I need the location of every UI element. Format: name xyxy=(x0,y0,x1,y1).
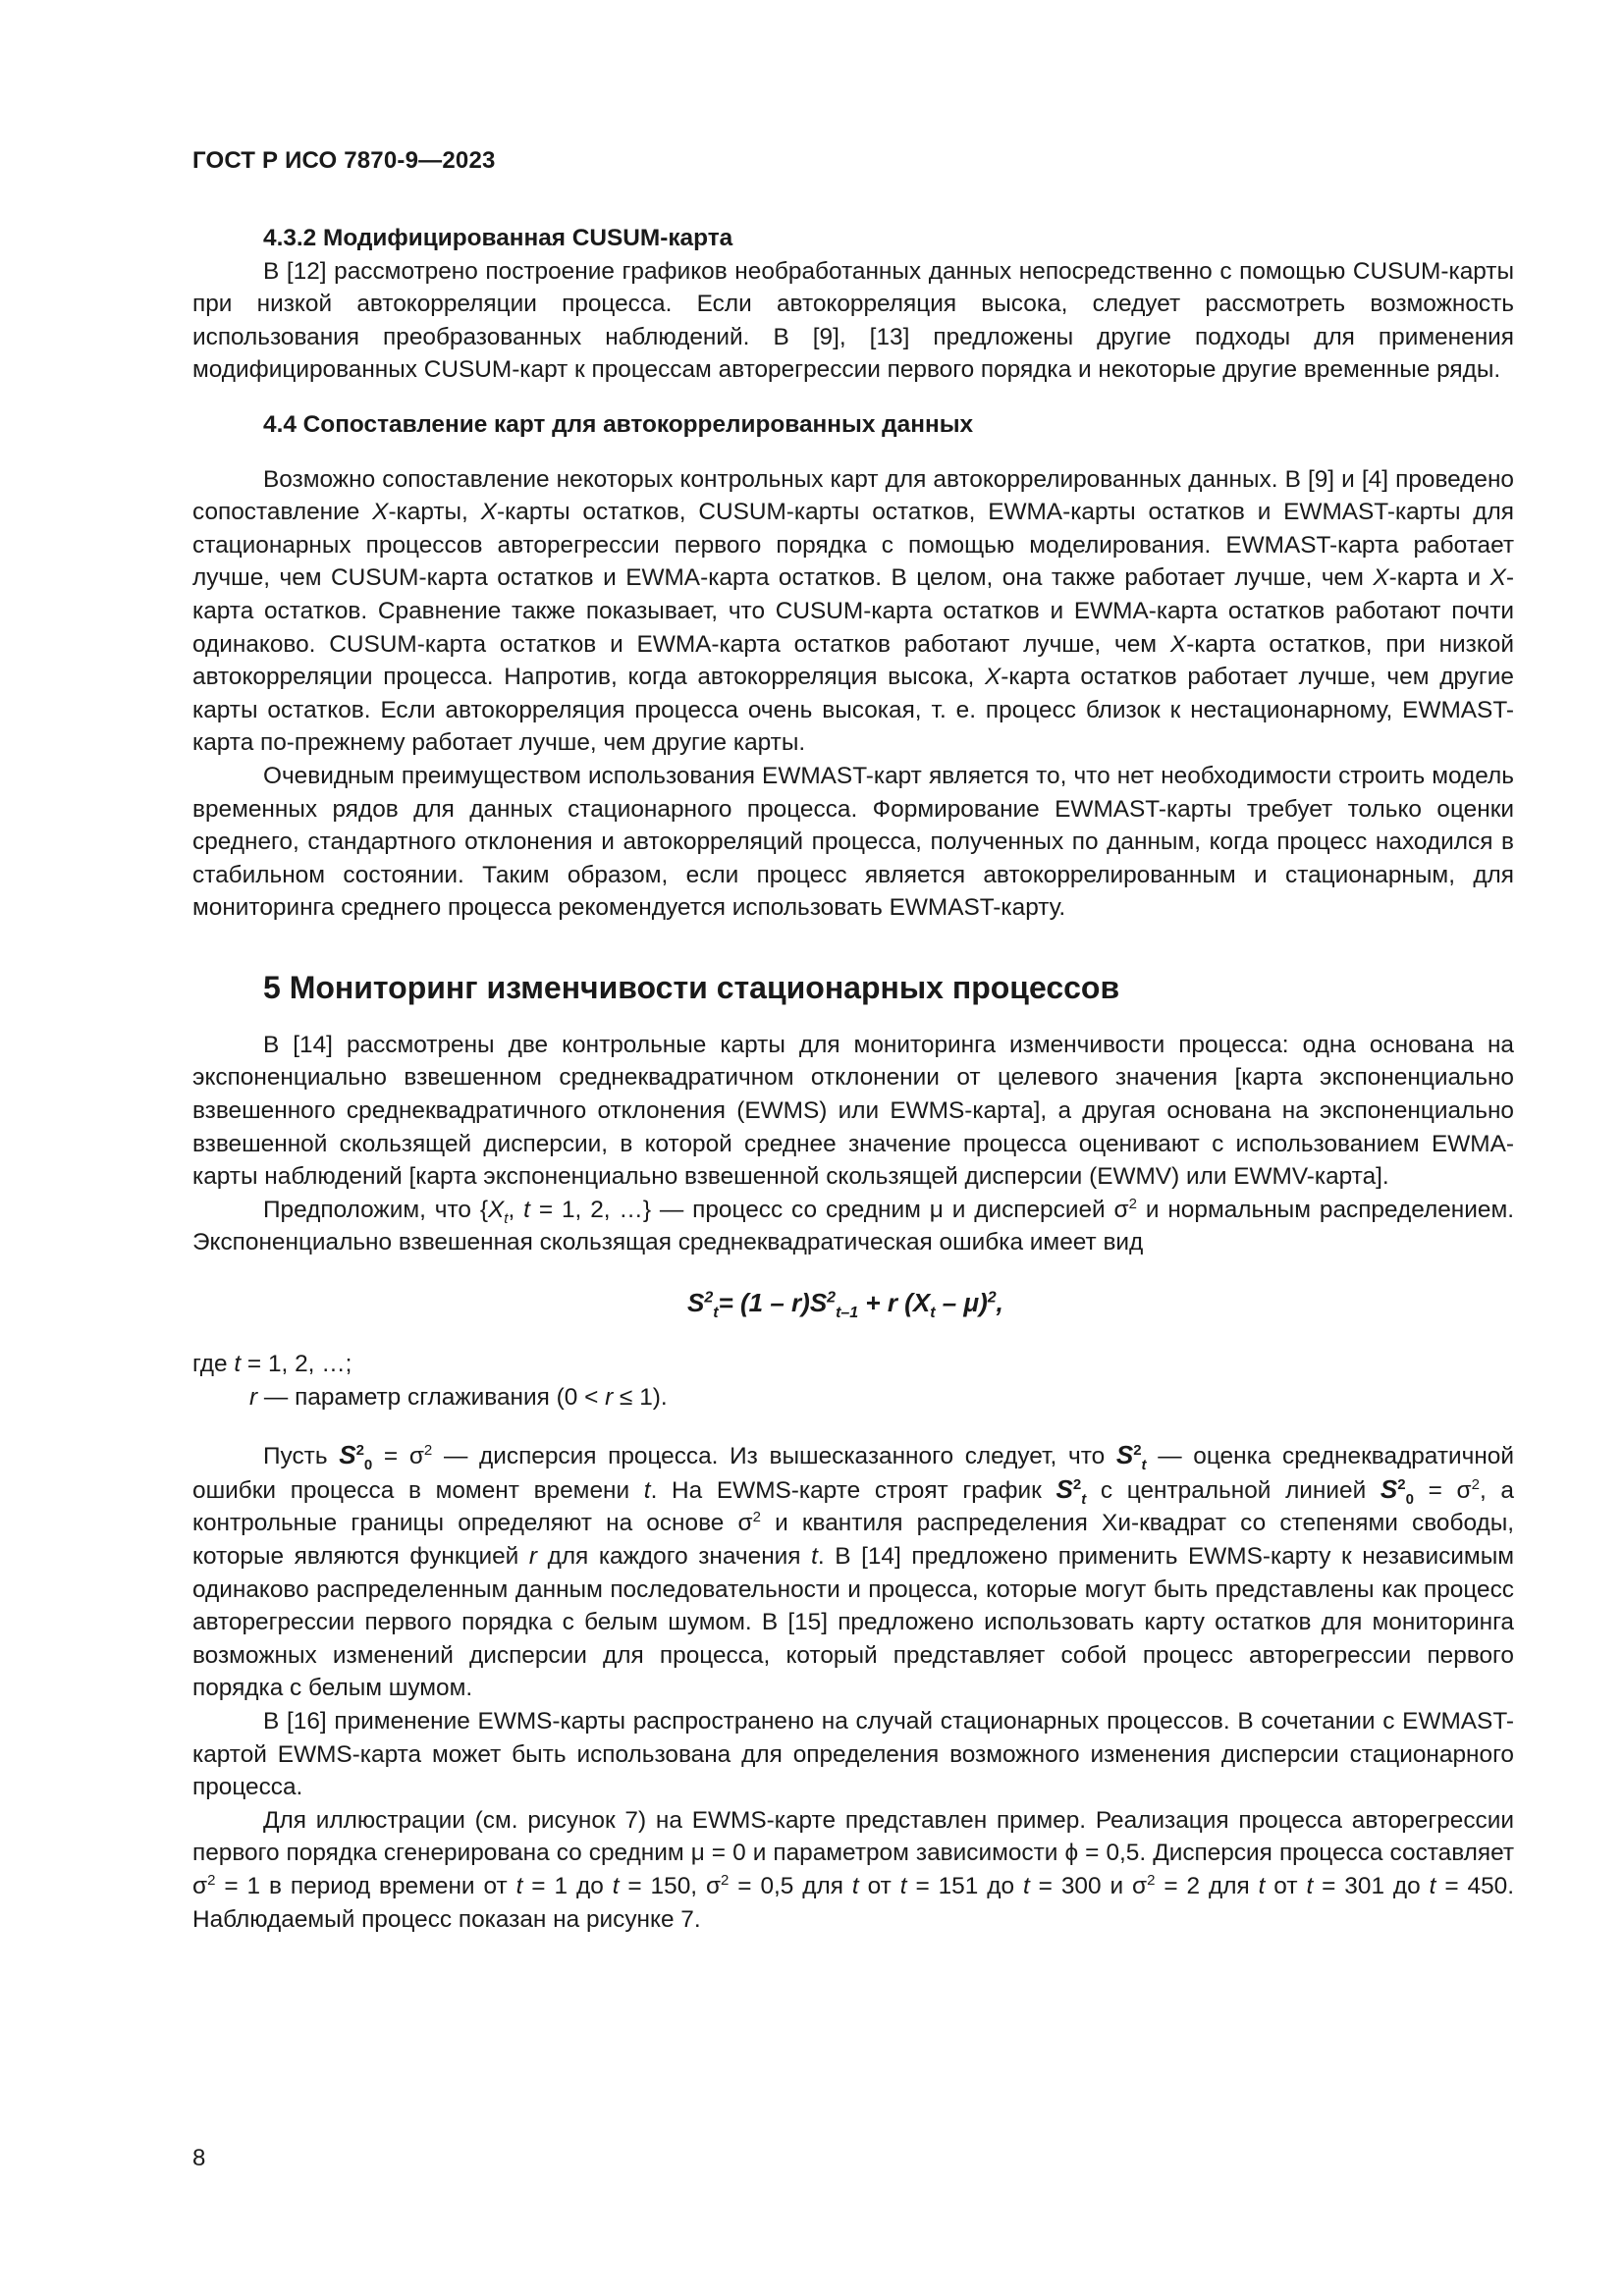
paragraph: В [14] рассмотрены две контрольные карты для мониторинга изменчивости процесса: одна основана на экспоненциально взвешенном среднеквадратичном отклонении от целевого значения [карта экспоненциально взвешенного среднеквадратичного отклонения (EWMS) или EWMS-карта], а другая основана на экспоненциально взвешенной скользящей дисперсии, в которой среднее значение процесса оценивают с использованием EWMA-карты наблюдений [карта экспоненциально взвешенной скользящей дисперсии (EWMV) или EWMV-карта]. xyxy=(192,1031,1514,1191)
paragraph: Возможно сопоставление некоторых контрольных карт для автокоррелированных данных. В [9] и [4] проведено сопоставление X-карты, X-карты остатков, CUSUM-карты остатков, EWMA-карты остатков и EWMAST-карты для стационарных процессов авторегрессии первого порядка с помощью моделирования. EWMAST-карта работает лучше, чем CUSUM-карта остатков и EWMA-карта остатков. В целом, она также работает лучше, чем X-карта и X-карта остатков. Сравнение также показывает, что CUSUM-карта остатков и EWMA-карта остатков работают почти одинаково. CUSUM-карта остатков и EWMA-карта остатков работают лучше, чем X-карта остатков, при низкой автокорреляции процесса. Напротив, когда автокорреляция высока, X-карта остатков работает лучше, чем другие карты остатков. Если автокорреляция процесса очень высокая, т. е. процесс близок к нестационарному, EWMAST-карта по-прежнему работает лучше, чем другие карты. xyxy=(192,465,1514,757)
document-header: ГОСТ Р ИСО 7870-9—2023 xyxy=(192,147,496,174)
paragraph: В [12] рассмотрено построение графиков необработанных данных непосредственно с помощью CUSUM-карты при низкой автокорреляции процесса. Если автокорреляция высока, следует рассмотреть возможность использования преобразованных наблюдений. В [9], [13] предложены другие подходы для применения модифицированных CUSUM-карт к процессам авторегрессии первого порядка и некоторые другие временные ряды. xyxy=(192,257,1514,384)
paragraph: Очевидным преимуществом использования EWMAST-карт является то, что нет необходимости строить модель временных рядов для данных стационарного процесса. Формирование EWMAST-карты требует только оценки среднего, стандартного отклонения и автокорреляций процесса, полученных по данным, когда процесс находился в стабильном состоянии. Таким образом, если процесс является автокоррелированным и стационарным, для мониторинга среднего процесса рекомендуется использовать EWMAST-карту. xyxy=(192,762,1514,922)
definition-t: где t = 1, 2, …; xyxy=(192,1351,352,1378)
paragraph: Предположим, что {$X_t$, t = 1, 2, …} — процесс со средним μ и дисперсией $\sigma^2$ и нормальным распределением. Экспоненциально взвешенная скользящая среднеквадратическая ошибка имеет вид xyxy=(192,1195,1514,1256)
paragraph: Для иллюстрации (см. рисунок 7) на EWMS-карте представлен пример. Реализация процесса авторегрессии первого порядка сгенерирована со средним μ = 0 и параметром зависимости ϕ = 0,5. Дисперсия процесса составляет $\sigma^2 = 1$ в период времени от t = 1 до t = 150, $\sigma^2 = 0,5$ для t от t = 151 до t = 300 и $\sigma^2 = 2$ для t от t = 301 до t = 450. Наблюдаемый процесс показан на рисунке 7. xyxy=(192,1806,1515,1933)
section-heading-5: 5 Мониторинг изменчивости стационарных процессов xyxy=(263,969,1120,1005)
page-number: 8 xyxy=(192,2145,206,2171)
definition-r: r — параметр сглаживания (0 < r ≤ 1). xyxy=(249,1383,668,1411)
subsection-heading-4-4: 4.4 Сопоставление карт для автокоррелированных данных xyxy=(263,410,974,438)
paragraph: Пусть $S^2_0 = \sigma^2$ — дисперсия процесса. Из вышесказанного следует, что $S^2_t$ — оценка среднеквадратичной ошибки процесса в момент времени t. На EWMS-карте строят график $S^2_t$ с центральной линией $S^2_0 = \sigma^2$, а контрольные границы определяют на основе $\sigma^2$ и квантиля распределения Хи-квадрат со степенями свободы, которые являются функцией r для каждого значения t. В [14] предложено применить EWMS-карту к независимым одинаково распределенным данным последовательности и процесса, которые могут быть представлены как процесс авторегрессии первого порядка с белым шумом. В [15] предложено использовать карту остатков для мониторинга возможных изменений дисперсии для процесса, который представляет собой процесс авторегрессии первого порядка с белым шумом. xyxy=(192,1440,1515,1702)
formula-ewms: $S^2_t= (1 - r)S^2_{t-1} + r$ $(X_t - \mu)^2$, xyxy=(687,1288,1003,1322)
paragraph: В [16] применение EWMS-карты распространено на случай стационарных процессов. В сочетании с EWMAST-картой EWMS-карта может быть использована для определения возможного изменения дисперсии стационарного процесса. xyxy=(192,1707,1514,1801)
formula-definitions xyxy=(192,1348,1514,1414)
subsection-heading-4-3-2: 4.3.2 Модифицированная CUSUM-карта xyxy=(263,225,733,251)
page-content xyxy=(192,222,1514,1936)
